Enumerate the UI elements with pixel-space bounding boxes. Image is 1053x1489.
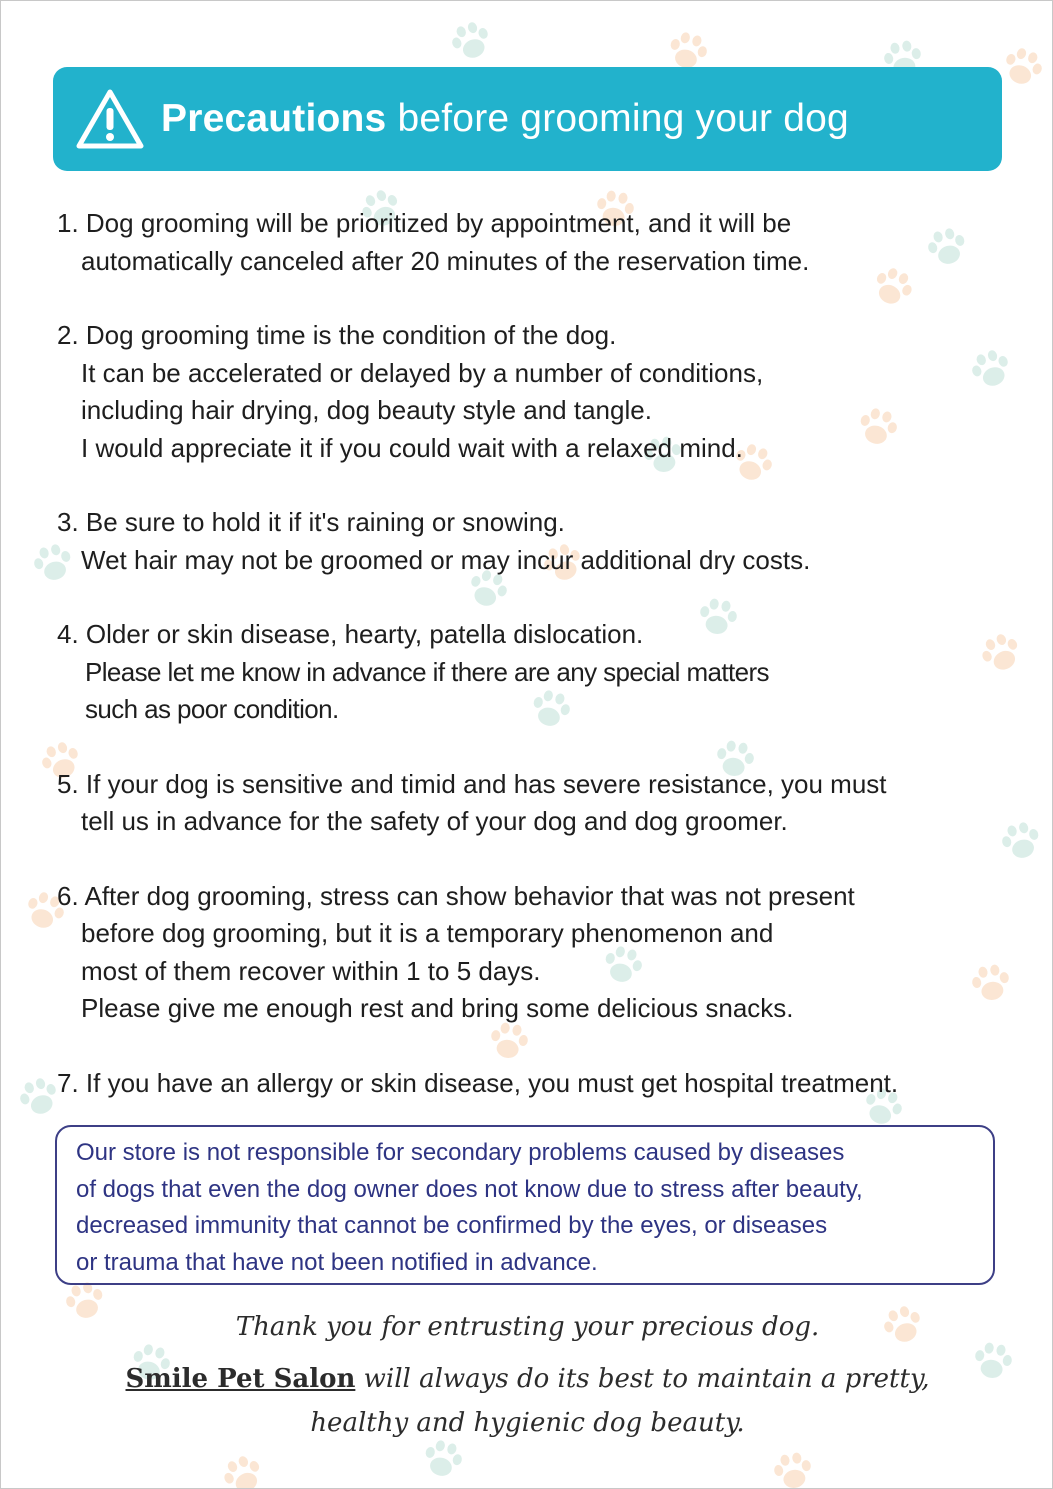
title-bold: Precautions xyxy=(161,97,387,140)
paw-print-icon xyxy=(443,13,499,69)
item-line: It can be accelerated or delayed by a number of conditions, xyxy=(81,357,764,388)
item-line: 2. Dog grooming time is the condition of the dog. xyxy=(57,320,617,350)
list-item xyxy=(57,205,1017,280)
item-line: before dog grooming, but it is a temporary phenomenon and xyxy=(81,918,774,948)
item-line: including hair drying, dog beauty style and tangle. xyxy=(81,395,652,425)
disclaimer-line: or trauma that have not been notified in advance. xyxy=(76,1248,598,1276)
salon-name: Smile Pet Salon xyxy=(125,1364,356,1394)
thank-you-line: Thank you for entrusting your precious dog. xyxy=(235,1312,820,1342)
item-line: 4. Older or skin disease, hearty, patella dislocation. xyxy=(57,619,644,649)
item-line: 6. After dog grooming, stress can show behavior that was not present xyxy=(57,880,855,911)
list-item xyxy=(57,766,1017,841)
item-line: I would appreciate it if you could wait with a relaxed mind. xyxy=(81,432,743,463)
closing-line-3: healthy and hygienic dog beauty. xyxy=(310,1408,745,1438)
item-line: 7. If you have an allergy or skin disease, you must get hospital treatment. xyxy=(57,1067,899,1098)
item-line: Please give me enough rest and bring some delicious snacks. xyxy=(81,993,794,1023)
list-item xyxy=(57,1065,1017,1103)
item-line: Wet hair may not be groomed or may incur additional dry costs. xyxy=(81,544,811,575)
item-line: Please let me know in advance if there are any special matters xyxy=(85,656,769,687)
page-title xyxy=(161,97,849,141)
list-item xyxy=(57,878,1017,1028)
item-line: 5. If your dog is sensitive and timid and has severe resistance, you must xyxy=(57,768,887,799)
item-line: such as poor condition. xyxy=(85,694,339,724)
closing-line-2-text: will always do its best to maintain a pretty, xyxy=(355,1364,930,1394)
title-rest: before grooming your dog xyxy=(386,97,849,140)
paw-print-icon xyxy=(214,1446,272,1489)
list-item xyxy=(57,317,1017,467)
disclaimer-line: decreased immunity that cannot be confirmed by the eyes, or diseases xyxy=(76,1212,828,1239)
paw-print-icon xyxy=(768,1446,819,1489)
precautions-list xyxy=(57,205,1017,1139)
closing-message xyxy=(1,1305,1053,1445)
header-banner xyxy=(53,67,1002,171)
list-item xyxy=(57,616,1017,729)
item-line: 1. Dog grooming will be prioritized by appointment, and it will be xyxy=(57,208,792,238)
item-line: most of them recover within 1 to 5 days. xyxy=(81,955,541,986)
closing-line-2 xyxy=(1,1357,1053,1401)
disclaimer-box xyxy=(55,1125,995,1285)
item-line: automatically canceled after 20 minutes of the reservation time. xyxy=(81,245,810,276)
warning-triangle-icon xyxy=(75,88,145,150)
disclaimer-line: of dogs that even the dog owner does not know due to stress after beauty, xyxy=(76,1175,863,1203)
list-item xyxy=(57,504,1017,579)
disclaimer-line: Our store is not responsible for secondary problems caused by diseases xyxy=(76,1139,845,1166)
paw-print-icon xyxy=(995,39,1051,95)
item-line: tell us in advance for the safety of your dog and dog groomer. xyxy=(81,806,788,836)
item-line: 3. Be sure to hold it if it's raining or snowing. xyxy=(57,507,565,537)
